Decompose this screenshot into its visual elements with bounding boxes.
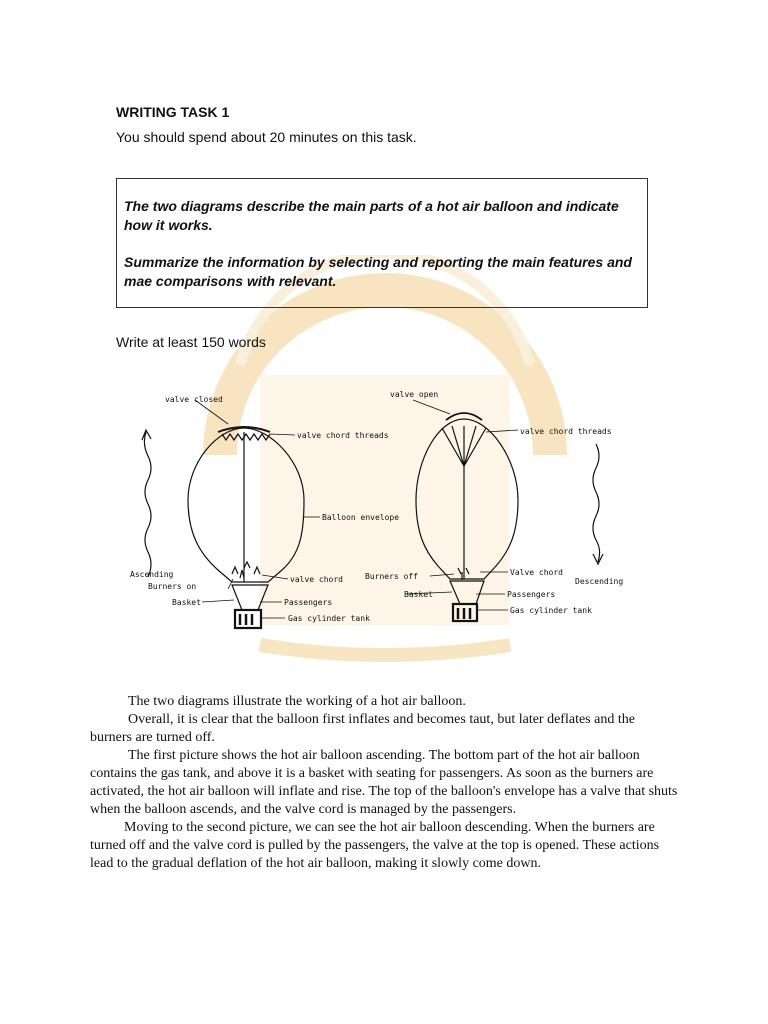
ascending-arrow xyxy=(142,430,151,577)
label-valve-closed: valve closed xyxy=(165,395,223,404)
essay-paragraph: Moving to the second picture, we can see the hot air balloon descending. When the burners are turned off and the valve cord is pulled by the passengers, the valve at the top is opened. These actions lead to the gradual deflation of the hot air balloon, making it slowly come down. xyxy=(90,820,660,871)
label-passengers-left: Passengers xyxy=(284,598,333,607)
label-burners-on: Burners on xyxy=(148,582,197,591)
label-ascending: Ascending xyxy=(130,570,174,579)
prompt-instruction: Summarize the information by selecting and reporting the main features and mae comparisons with relevant. xyxy=(124,254,632,289)
descending-arrow xyxy=(593,444,603,564)
balloon-diagram xyxy=(120,382,640,652)
essay-paragraph: Overall, it is clear that the balloon first inflates and becomes taut, but later deflates and the burners are turned off. xyxy=(90,712,635,745)
essay-paragraph: The first picture shows the hot air balloon ascending. The bottom part of the hot air balloon contains the gas tank, and above it is a basket with seating for passengers. As soon as the burners are activated, the hot air balloon will inflate and rise. The top of the balloon's envelope has a valve that shuts when the balloon ascends, and the valve cord is managed by the passengers. xyxy=(90,748,678,817)
essay-paragraph: The two diagrams illustrate the working of a hot air balloon. xyxy=(128,694,466,709)
label-valve-chord-right: Valve chord xyxy=(510,568,563,577)
label-basket-left: Basket xyxy=(172,598,201,607)
label-passengers-right: Passengers xyxy=(507,590,556,599)
label-gas-cylinder-tank-right: Gas cylinder tank xyxy=(510,606,592,615)
label-descending: Descending xyxy=(575,577,624,586)
label-balloon-envelope: Balloon envelope xyxy=(322,513,400,522)
label-gas-cylinder-tank-left: Gas cylinder tank xyxy=(288,614,370,623)
label-valve-chord-left: valve chord xyxy=(290,575,343,584)
word-count-instruction: Write at least 150 words xyxy=(116,334,266,350)
label-valve-open: valve open xyxy=(390,390,439,399)
prompt-description: The two diagrams describe the main parts of a hot air balloon and indicate how it works. xyxy=(124,198,619,233)
prompt-box xyxy=(116,178,648,308)
label-basket-right: Basket xyxy=(404,590,433,599)
task-title: WRITING TASK 1 xyxy=(116,104,230,120)
label-burners-off: Burners off xyxy=(365,572,418,581)
label-valve-chord-threads-left: valve chord threads xyxy=(297,431,389,440)
label-valve-chord-threads-right: valve chord threads xyxy=(520,427,612,436)
essay-body xyxy=(90,693,680,873)
task-time-note: You should spend about 20 minutes on this task. xyxy=(116,129,417,145)
